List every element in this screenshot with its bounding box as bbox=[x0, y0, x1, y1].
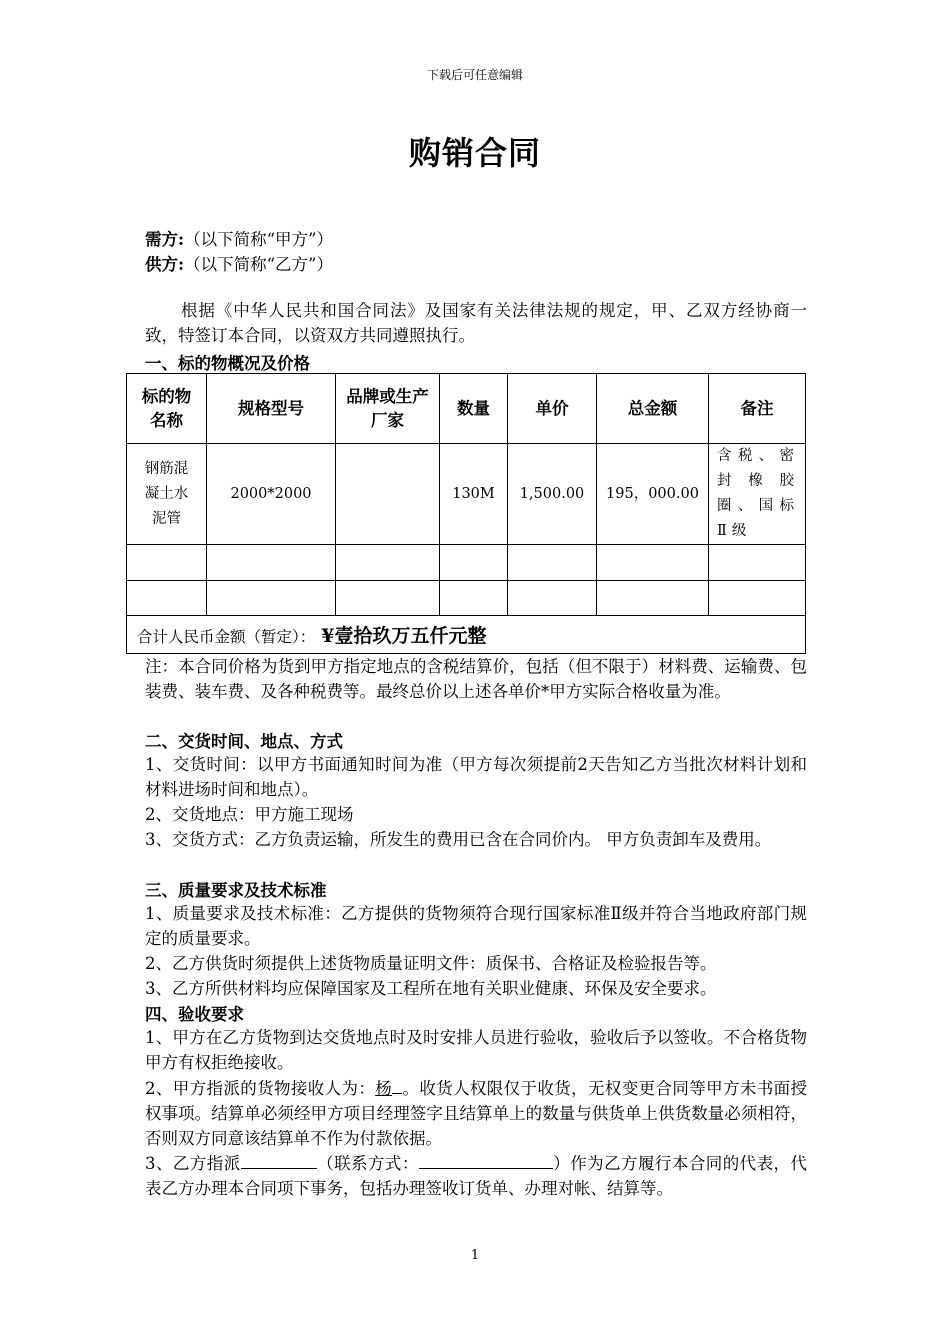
col-remark-header: 备注 bbox=[709, 374, 806, 444]
table-header-row bbox=[127, 374, 806, 444]
col-brand-header: 品牌或生产厂家 bbox=[336, 374, 440, 444]
buyer-line bbox=[145, 226, 333, 250]
section3-item3: 3、乙方所供材料均应保障国家及工程所在地有关职业健康、环保及安全要求。 bbox=[145, 979, 717, 998]
table-row bbox=[127, 581, 806, 616]
price-note: 注：本合同价格为货到甲方指定地点的含税结算价，包括（但不限于）材料费、运输费、包装费、装车费、及各种税费等。最终总价以上述各单价*甲方实际合格收量为准。 bbox=[145, 657, 807, 701]
cell-remark: 含税、密封橡胶圈、国标Ⅱ级 bbox=[709, 444, 806, 545]
section1-heading: 一、标的物概况及价格 bbox=[145, 354, 310, 373]
buyer-label: 需方: bbox=[145, 230, 185, 249]
table-row bbox=[127, 444, 806, 545]
page-number: 1 bbox=[470, 1248, 480, 1263]
section4-item2: 2、甲方指派的货物接收人为：杨 。收货人权限仅于收货，无权变更合同等甲方未书面授权事项。结算单必须经甲方项目经理签字且结算单上的数量与供货单上供货数量必须相符，否则双方同意该结算单不作为付款依据。 bbox=[145, 1075, 807, 1151]
section3-heading: 三、质量要求及技术标准 bbox=[145, 881, 327, 900]
buyer-text: （以下简称“甲方”） bbox=[184, 230, 333, 249]
cell-unit-price: 1,500.00 bbox=[508, 444, 597, 545]
intro-paragraph: 根据《中华人民共和国合同法》及国家有关法律法规的规定，甲、乙双方经协商一致，特签订本合同，以资双方共同遵照执行。 bbox=[145, 301, 807, 345]
section4-item3: 3、乙方指派 （联系方式： ）作为乙方履行本合同的代表，代表乙方办理本合同项下事务，包括办理签收订货单、办理对帐、结算等。 bbox=[145, 1150, 807, 1201]
contact-blank[interactable] bbox=[419, 1150, 553, 1169]
seller-line bbox=[145, 251, 333, 275]
seller-text: （以下简称“乙方”） bbox=[184, 255, 333, 274]
col-total-header: 总金额 bbox=[597, 374, 709, 444]
section2-item3: 3、交货方式：乙方负责运输，所发生的费用已含在合同价内。 甲方负责卸车及费用。 bbox=[145, 830, 772, 849]
representative-blank[interactable] bbox=[241, 1150, 317, 1169]
total-amount: ¥壹拾玖万五仟元整 bbox=[321, 625, 487, 647]
col-name-header: 标的物名称 bbox=[127, 374, 207, 444]
total-row bbox=[127, 616, 806, 654]
cell-name: 钢筋混凝土水泥管 bbox=[127, 444, 207, 545]
goods-table bbox=[126, 373, 806, 654]
col-unit-price-header: 单价 bbox=[508, 374, 597, 444]
section4-heading: 四、验收要求 bbox=[145, 1005, 244, 1024]
col-qty-header: 数量 bbox=[440, 374, 508, 444]
seller-label: 供方: bbox=[145, 255, 185, 274]
section2-item1: 1、交货时间：以甲方书面通知时间为准（甲方每次须提前2天告知乙方当批次材料计划和材料进场时间和地点）。 bbox=[145, 755, 807, 799]
cell-brand bbox=[336, 444, 440, 545]
col-spec-header: 规格型号 bbox=[207, 374, 336, 444]
section3-item2: 2、乙方供货时须提供上述货物质量证明文件：质保书、合格证及检验报告等。 bbox=[145, 954, 717, 973]
receiver-name: 杨 bbox=[375, 1079, 393, 1098]
cell-qty: 130M bbox=[440, 444, 508, 545]
header-note: 下载后可任意编辑 bbox=[426, 68, 523, 82]
document-title: 购销合同 bbox=[408, 134, 541, 172]
table-row bbox=[127, 545, 806, 581]
total-label: 合计人民币金额（暂定）： bbox=[137, 628, 316, 646]
section2-heading: 二、交货时间、地点、方式 bbox=[145, 732, 343, 751]
cell-total: 195，000.00 bbox=[597, 444, 709, 545]
section4-item1: 1、甲方在乙方货物到达交货地点时及时安排人员进行验收，验收后予以签收。不合格货物甲方有权拒绝接收。 bbox=[145, 1028, 807, 1072]
cell-spec: 2000*2000 bbox=[207, 444, 336, 545]
section2-item2: 2、交货地点：甲方施工现场 bbox=[145, 805, 354, 824]
section3-item1: 1、质量要求及技术标准：乙方提供的货物须符合现行国家标准Ⅱ级并符合当地政府部门规定的质量要求。 bbox=[145, 904, 807, 948]
